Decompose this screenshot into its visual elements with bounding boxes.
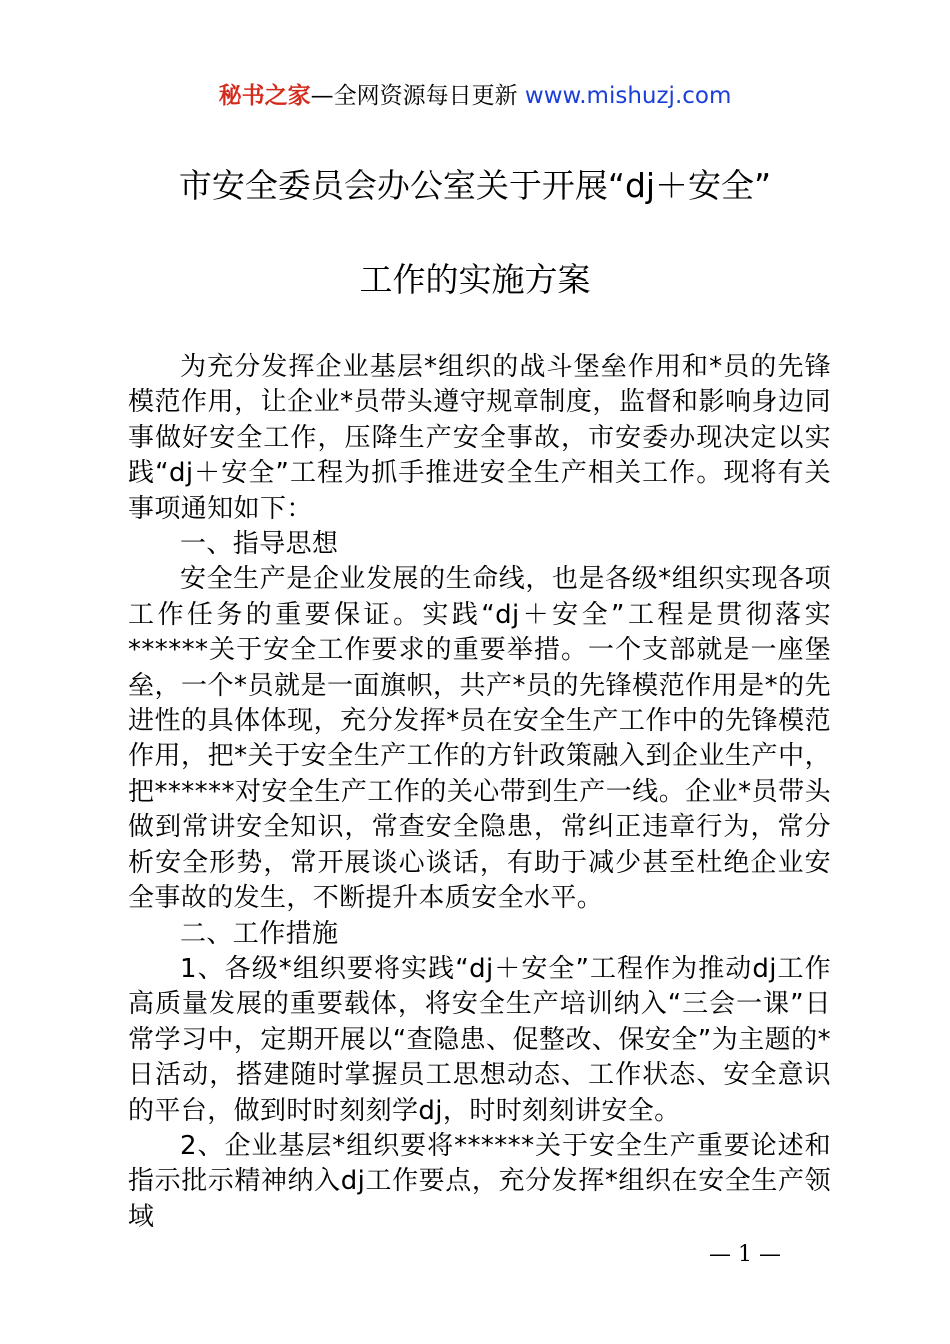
document-body <box>128 350 831 1235</box>
measure-paragraph-2: 2、企业基层*组织要将******关于安全生产重要论述和指示批示精神纳入dj工作要点，充分发挥*组织在安全生产领域 <box>128 1130 831 1232</box>
site-header <box>0 80 950 112</box>
site-url-link[interactable]: www.mishuzj.com <box>524 83 732 109</box>
intro-paragraph: 为充分发挥企业基层*组织的战斗堡垒作用和*员的先锋模范作用，让企业*员带头遵守规章制度，监督和影响身边同事做好安全工作，压降生产安全事故，市安委办现决定以实践“dj＋安全”工程为抓手推进安全生产相关工作。现将有关事项通知如下： <box>128 352 831 524</box>
section-heading-work-measures: 二、工作措施 <box>180 918 339 949</box>
page-number: — 1 — <box>709 1242 781 1267</box>
measure-paragraph-1: 1、各级*组织要将实践“dj＋安全”工程作为推动dj工作高质量发展的重要载体，将安全生产培训纳入“三会一课”日常学习中，定期开展以“查隐患、促整改、保安全”为主题的*日活动，搭建随时掌握员工思想动态、工作状态、安全意识的平台，做到时时刻刻学dj，时时刻刻讲安全。 <box>128 953 831 1126</box>
document-title-line-1: 市安全委员会办公室关于开展“dj＋安全” <box>178 166 772 205</box>
section-heading-guiding-principle: 一、指导思想 <box>180 529 339 560</box>
guiding-principle-paragraph: 安全生产是企业发展的生命线，也是各级*组织实现各项工作任务的重要保证。实践“dj＋安全”工程是贯彻落实******关于安全工作要求的重要举措。一个支部就是一座堡垒，一个*员就是一面旗帜，共产*员的先锋模范作用是*的先进性的具体体现，充分发挥*员在安全生产工作中的先锋模范作用，把*关于安全生产工作的方针政策融入到企业生产中，把******对安全生产工作的关心带到生产一线。企业*员带头做到常讲安全知识，常查安全隐患，常纠正违章行为，常分析安全形势，常开展谈心谈话，有助于减少甚至杜绝企业安全事故的发生，不断提升本质安全水平。 <box>128 564 831 914</box>
brand-name: 秘书之家 <box>218 83 311 109</box>
header-tagline: —全网资源每日更新 <box>310 83 518 109</box>
document-title-line-2: 工作的实施方案 <box>359 260 591 299</box>
